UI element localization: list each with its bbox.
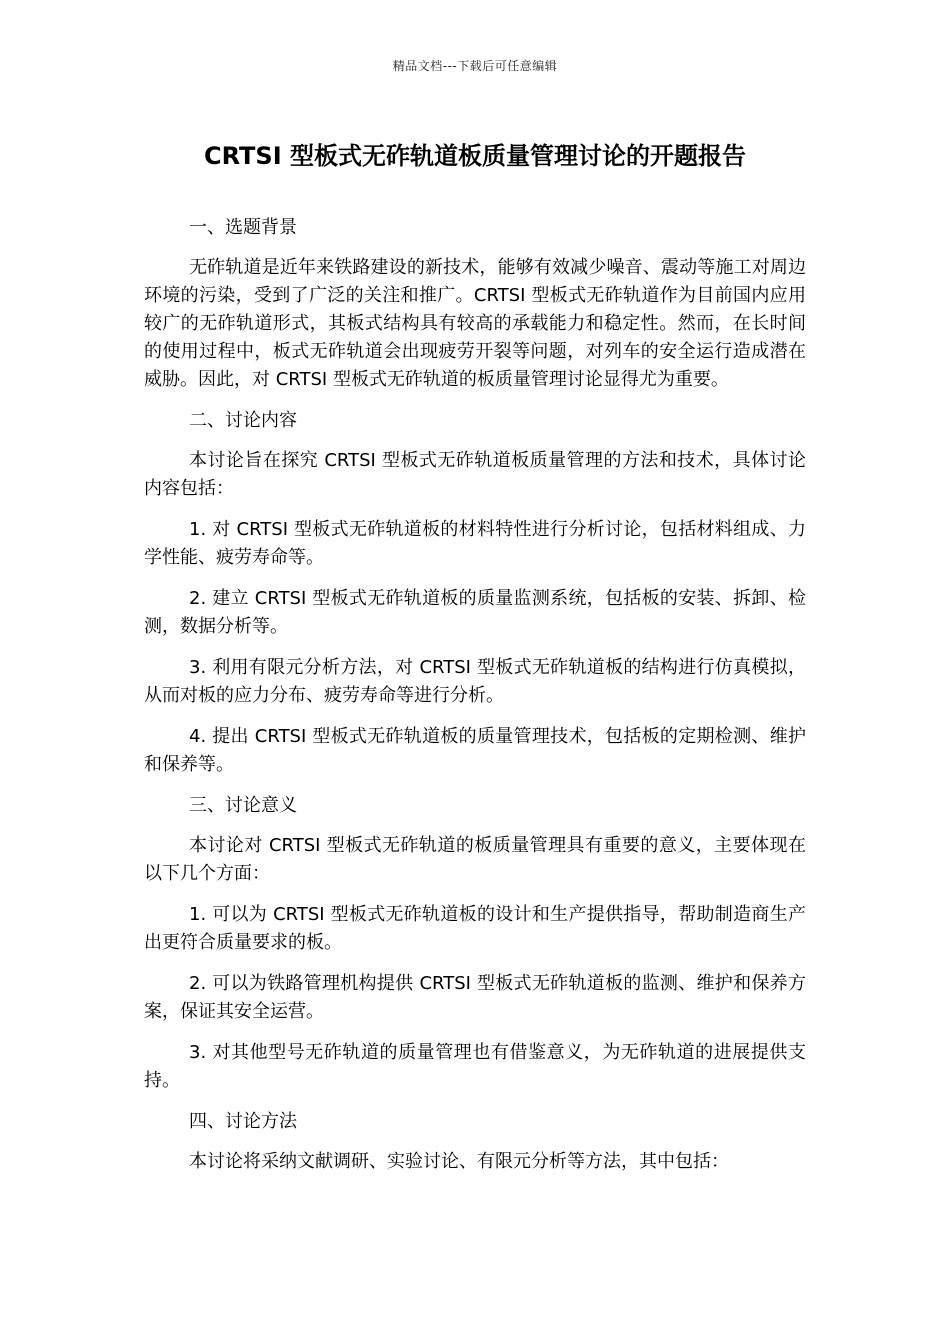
section-heading-background: 一、选题背景 xyxy=(189,217,297,238)
list-item-significance-3: 3. 对其他型号无砟轨道的质量管理也有借鉴意义，为无砟轨道的进展提供支持。 xyxy=(144,1042,806,1091)
paragraph-content-intro: 本讨论旨在探究 CRTSI 型板式无砟轨道板质量管理的方法和技术，具体讨论内容包括： xyxy=(144,450,806,499)
page-header-note: 精品文档---下载后可任意编辑 xyxy=(392,59,558,73)
document-title: CRTSI 型板式无砟轨道板质量管理讨论的开题报告 xyxy=(204,142,746,170)
document-body xyxy=(144,214,806,1189)
list-item-significance-2: 2. 可以为铁路管理机构提供 CRTSI 型板式无砟轨道板的监测、维护和保养方案，保证其安全运营。 xyxy=(144,973,806,1022)
section-heading-significance: 三、讨论意义 xyxy=(189,795,297,816)
section-heading-content: 二、讨论内容 xyxy=(189,410,297,431)
list-item-content-4: 4. 提出 CRTSI 型板式无砟轨道板的质量管理技术，包括板的定期检测、维护和保养等。 xyxy=(144,726,806,775)
list-item-significance-1: 1. 可以为 CRTSI 型板式无砟轨道板的设计和生产提供指导，帮助制造商生产出更符合质量要求的板。 xyxy=(144,904,806,953)
paragraph-methods-intro: 本讨论将采纳文献调研、实验讨论、有限元分析等方法，其中包括： xyxy=(189,1151,729,1172)
paragraph-significance-intro: 本讨论对 CRTSI 型板式无砟轨道的板质量管理具有重要的意义，主要体现在以下几个方面： xyxy=(144,835,806,884)
list-item-content-3: 3. 利用有限元分析方法，对 CRTSI 型板式无砟轨道板的结构进行仿真模拟，从而对板的应力分布、疲劳寿命等进行分析。 xyxy=(144,657,806,706)
list-item-content-2: 2. 建立 CRTSI 型板式无砟轨道板的质量监测系统，包括板的安装、拆卸、检测，数据分析等。 xyxy=(144,588,806,637)
paragraph-background: 无砟轨道是近年来铁路建设的新技术，能够有效减少噪音、震动等施工对周边环境的污染，受到了广泛的关注和推广。CRTSI 型板式无砟轨道作为目前国内应用较广的无砟轨道形式，其板式结构具有较高的承载能力和稳定性。然而，在长时间的使用过程中，板式无砟轨道会出现疲劳开裂等问题，对列车的安全运行造成潜在威胁。因此，对 CRTSI 型板式无砟轨道的板质量管理讨论显得尤为重要。 xyxy=(144,257,806,390)
section-heading-methods: 四、讨论方法 xyxy=(189,1111,297,1132)
list-item-content-1: 1. 对 CRTSI 型板式无砟轨道板的材料特性进行分析讨论，包括材料组成、力学性能、疲劳寿命等。 xyxy=(144,519,806,568)
